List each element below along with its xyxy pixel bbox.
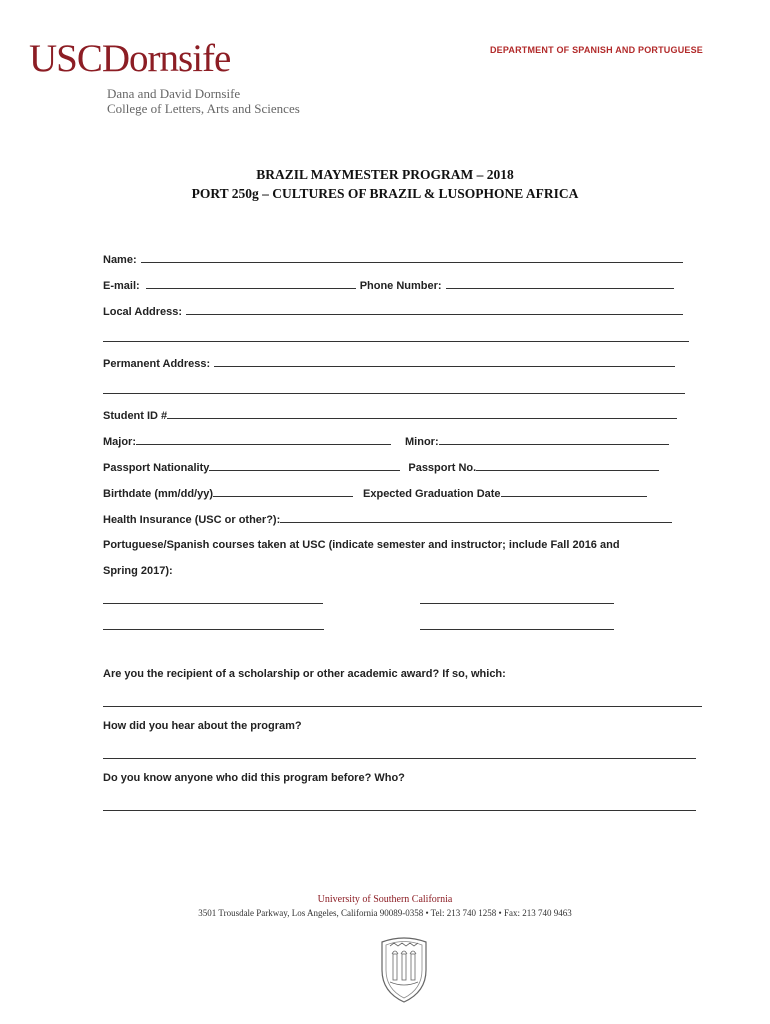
know-anyone-question: Do you know anyone who did this program before? Who? [103, 772, 405, 784]
major-input-line[interactable] [136, 444, 391, 445]
graduation-label: Expected Graduation Date [363, 488, 501, 500]
permanent-address-line-2[interactable] [103, 393, 685, 394]
courses-label-line1: Portuguese/Spanish courses taken at USC (indicate semester and instructor; include Fall 2016 and [103, 539, 620, 551]
know-anyone-answer-line[interactable] [103, 810, 696, 811]
name-input-line[interactable] [141, 262, 683, 263]
phone-label: Phone Number: [359, 280, 442, 292]
logo-usc-text: USC [29, 37, 102, 80]
email-input-line[interactable] [146, 288, 356, 289]
health-insurance-label: Health Insurance (USC or other?): [103, 514, 281, 526]
heard-question: How did you hear about the program? [103, 720, 302, 732]
course-entry-line-4[interactable] [420, 629, 614, 630]
graduation-input-line[interactable] [501, 496, 647, 497]
footer-address: 3501 Trousdale Parkway, Los Angeles, California 90089-0358 • Tel: 213 740 1258 • Fax: 213 740 9463 [198, 908, 572, 918]
scholarship-answer-line[interactable] [103, 706, 702, 707]
passport-no-label: Passport No. [408, 462, 477, 474]
name-field[interactable] [103, 250, 703, 266]
permanent-address-field[interactable] [103, 354, 703, 370]
local-address-input-line[interactable] [186, 314, 683, 315]
local-address-line-2[interactable] [103, 341, 689, 342]
department-name: DEPARTMENT OF SPANISH AND PORTUGUESE [489, 45, 703, 55]
birthdate-label: Birthdate (mm/dd/yy) [103, 488, 214, 500]
usc-dornsife-logo [29, 36, 230, 82]
phone-input-line[interactable] [446, 288, 674, 289]
email-label: E-mail: [103, 280, 140, 292]
logo-dornsife-text: Dornsife [101, 37, 231, 80]
birthdate-graduation-row [103, 484, 703, 500]
courses-label-line2: Spring 2017): [103, 565, 173, 577]
name-label: Name: [103, 254, 137, 266]
birthdate-input-line[interactable] [213, 496, 353, 497]
course-entry-line-3[interactable] [103, 629, 324, 630]
passport-nationality-input-line[interactable] [209, 470, 400, 471]
usc-seal-icon [376, 934, 432, 1004]
health-insurance-field[interactable] [103, 510, 703, 526]
course-title: PORT 250g – CULTURES OF BRAZIL & LUSOPHONE AFRICA [191, 186, 579, 201]
student-id-input-line[interactable] [167, 418, 677, 419]
health-insurance-input-line[interactable] [280, 522, 672, 523]
heard-answer-line[interactable] [103, 758, 696, 759]
course-entry-line-2[interactable] [420, 603, 614, 604]
minor-label: Minor: [405, 436, 439, 448]
permanent-address-input-line[interactable] [214, 366, 675, 367]
minor-input-line[interactable] [439, 444, 669, 445]
local-address-label: Local Address: [103, 306, 183, 318]
student-id-label: Student ID # [103, 410, 168, 422]
major-label: Major: [103, 436, 136, 448]
permanent-address-label: Permanent Address: [103, 358, 211, 370]
footer-university: University of Southern California [317, 894, 453, 905]
passport-no-input-line[interactable] [476, 470, 659, 471]
local-address-field[interactable] [103, 302, 703, 318]
program-title: BRAZIL MAYMESTER PROGRAM – 2018 [256, 167, 514, 182]
email-phone-row [103, 276, 703, 292]
passport-nationality-label: Passport Nationality [103, 462, 210, 474]
major-minor-row [103, 432, 703, 448]
scholarship-question: Are you the recipient of a scholarship or other academic award? If so, which: [103, 668, 506, 680]
logo-subtitle-line2: College of Letters, Arts and Sciences [107, 101, 300, 116]
logo-subtitle-line1: Dana and David Dornsife [107, 86, 241, 101]
student-id-field[interactable] [103, 406, 703, 422]
course-entry-line-1[interactable] [103, 603, 323, 604]
passport-row [103, 458, 703, 474]
